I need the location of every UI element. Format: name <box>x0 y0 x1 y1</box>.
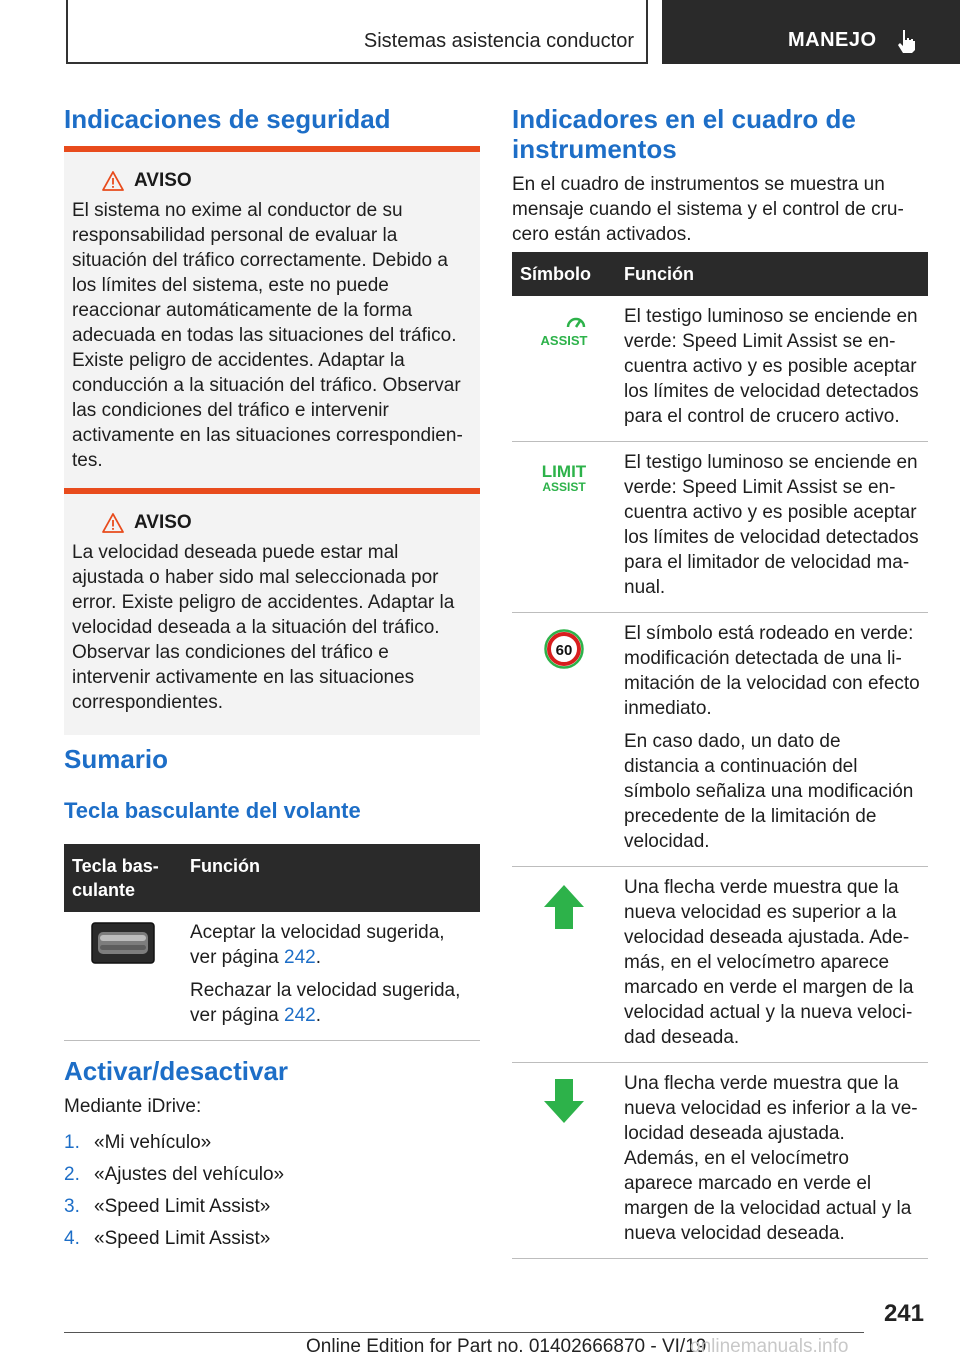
symbol-cell <box>512 1063 616 1259</box>
footer-divider <box>64 1332 864 1333</box>
warning-box-1 <box>64 146 480 493</box>
function-cell: Una flecha verde muestra que la nueva velocidad es superior a la velocidad deseada ajustada. Además, en el velocímetro aparece marcado en verde el margen de la velocidad actual y la nueva velocidad deseada. <box>616 867 928 1063</box>
function-text: El símbolo está rodeado en verde: modificación detectada de una limitación de la velocidad con efecto inmediato. <box>624 623 920 719</box>
step-number: 4. <box>64 1228 80 1249</box>
speed-limit-60-icon <box>544 629 584 669</box>
symbol-cell <box>512 613 616 867</box>
table-header-symbol: Símbolo <box>512 252 616 296</box>
safety-title: Indicaciones de seguridad <box>64 104 391 134</box>
warning-header <box>102 512 472 534</box>
rocker-switch-icon <box>91 922 155 964</box>
symbols-table <box>512 252 928 1259</box>
warning-text: El sistema no exime al conductor de su responsabilidad personal de evaluar la situación del tráfico correctamente. Debido a los límites del sistema, este no puede reaccionar automáticamente de la forma adecuada en todas las situaciones del tráfico. Existe peligro de accidentes. Adaptar la conducción a la situación del tráfico. Observar las condiciones del tráfico e intervenir activamente en las situaciones correspondientes. <box>72 200 463 471</box>
step-text: «Mi vehículo» <box>94 1132 212 1153</box>
toggle-intro: Mediante iDrive: <box>64 1096 202 1117</box>
page-link-242[interactable]: 242 <box>284 1005 316 1026</box>
reject-speed-text: Rechazar la velocidad sugerida, ver página 242. <box>190 980 461 1026</box>
list-item <box>64 1194 480 1219</box>
arrow-down-icon <box>542 1077 586 1125</box>
step-number: 1. <box>64 1132 80 1153</box>
function-cell: El testigo luminoso se enciende en verde: Speed Limit Assist se encuentra activo y es posible aceptar los límites de velocidad detectados para el control de crucero activo. <box>616 296 928 442</box>
rocker-function-cell <box>182 912 480 1041</box>
toggle-title: Activar/desactivar <box>64 1056 289 1086</box>
speed-value-text: 60 <box>555 642 573 659</box>
page-number: 241 <box>883 1300 924 1327</box>
header-section <box>66 0 648 64</box>
symbol-cell <box>512 442 616 613</box>
table-row <box>512 867 928 1063</box>
table-row <box>512 442 928 613</box>
indicators-title: Indicadores en el cuadro de instrumentos <box>512 104 856 164</box>
warning-label: AVISO <box>134 170 192 191</box>
accept-speed-text: Aceptar la velocidad sugerida, ver página 242. <box>190 922 445 968</box>
summary-title: Sumario <box>64 744 169 774</box>
warning-box-2 <box>64 488 480 735</box>
step-text: «Speed Limit Assist» <box>94 1228 271 1249</box>
rocker-title: Tecla basculante del volante <box>64 798 361 823</box>
function-cell: Una flecha verde muestra que la nueva velocidad es inferior a la velocidad deseada ajustada. Además, en el velocímetro aparece marcado en verde el margen de la velocidad actual y la nueva velocidad deseada. <box>616 1063 928 1259</box>
warning-label: AVISO <box>134 512 192 533</box>
function-cell <box>616 613 928 867</box>
rocker-icon-cell <box>64 912 182 1041</box>
step-number: 3. <box>64 1196 80 1217</box>
table-header-function: Función <box>616 252 928 296</box>
function-cell: El testigo luminoso se enciende en verde: Speed Limit Assist se encuentra activo y es posible aceptar los límites de velocidad detectados para el limitador de velocidad manual. <box>616 442 928 613</box>
table-header-rocker: Tecla basculante <box>64 844 182 912</box>
list-item <box>64 1226 480 1251</box>
step-number: 2. <box>64 1164 80 1185</box>
warning-text: La velocidad deseada puede estar mal ajustada o haber sido mal seleccionada por error. Existe peligro de accidentes. Adaptar la velocidad deseada a la situación del tráfico. Observar las condiciones del tráfico e intervenir activamente en las situaciones correspondientes. <box>72 542 455 713</box>
table-header-function: Función <box>182 844 480 912</box>
reject-speed-label: Rechazar la velocidad sugerida, ver página <box>190 980 461 1026</box>
step-text: «Speed Limit Assist» <box>94 1196 271 1217</box>
indicators-intro: En el cuadro de instrumentos se muestra un mensaje cuando el sistema y el control de crucero están activados. <box>512 174 904 245</box>
table-row <box>64 912 480 1041</box>
pointing-hand-icon <box>894 28 920 54</box>
header-chapter-title: MANEJO <box>788 29 877 51</box>
header-section-title: Sistemas asistencia conductor <box>363 30 634 52</box>
page-link-242[interactable]: 242 <box>284 947 316 968</box>
warning-triangle-icon <box>102 513 124 533</box>
table-row <box>512 296 928 442</box>
arrow-up-icon <box>542 883 586 931</box>
assist-text: ASSIST <box>540 333 588 348</box>
list-item <box>64 1162 480 1187</box>
page-header <box>0 0 960 66</box>
accept-speed-label: Aceptar la velocidad sugerida, ver página <box>190 922 445 968</box>
speed-assist-icon <box>538 314 590 350</box>
step-text: «Ajustes del vehículo» <box>94 1164 285 1185</box>
warning-header <box>102 170 472 192</box>
steps-list <box>64 1130 480 1258</box>
limit-assist-icon <box>538 460 590 496</box>
table-row <box>512 1063 928 1259</box>
header-chapter <box>662 0 960 64</box>
footer-edition: Online Edition for Part no. 01402666870 - VI/19 <box>306 1336 707 1357</box>
warning-triangle-icon <box>102 171 124 191</box>
symbol-cell <box>512 296 616 442</box>
table-row <box>512 613 928 867</box>
assist-text: ASSIST <box>542 480 586 494</box>
rocker-table <box>64 844 480 1041</box>
list-item <box>64 1130 480 1155</box>
function-text-2: En caso dado, un dato de distancia a continuación del símbolo señaliza una modificación precedente de la limitación de velocidad. <box>624 731 914 852</box>
watermark: onlinemanuals.info <box>690 1336 849 1357</box>
limit-text: LIMIT <box>541 462 587 481</box>
symbol-cell <box>512 867 616 1063</box>
